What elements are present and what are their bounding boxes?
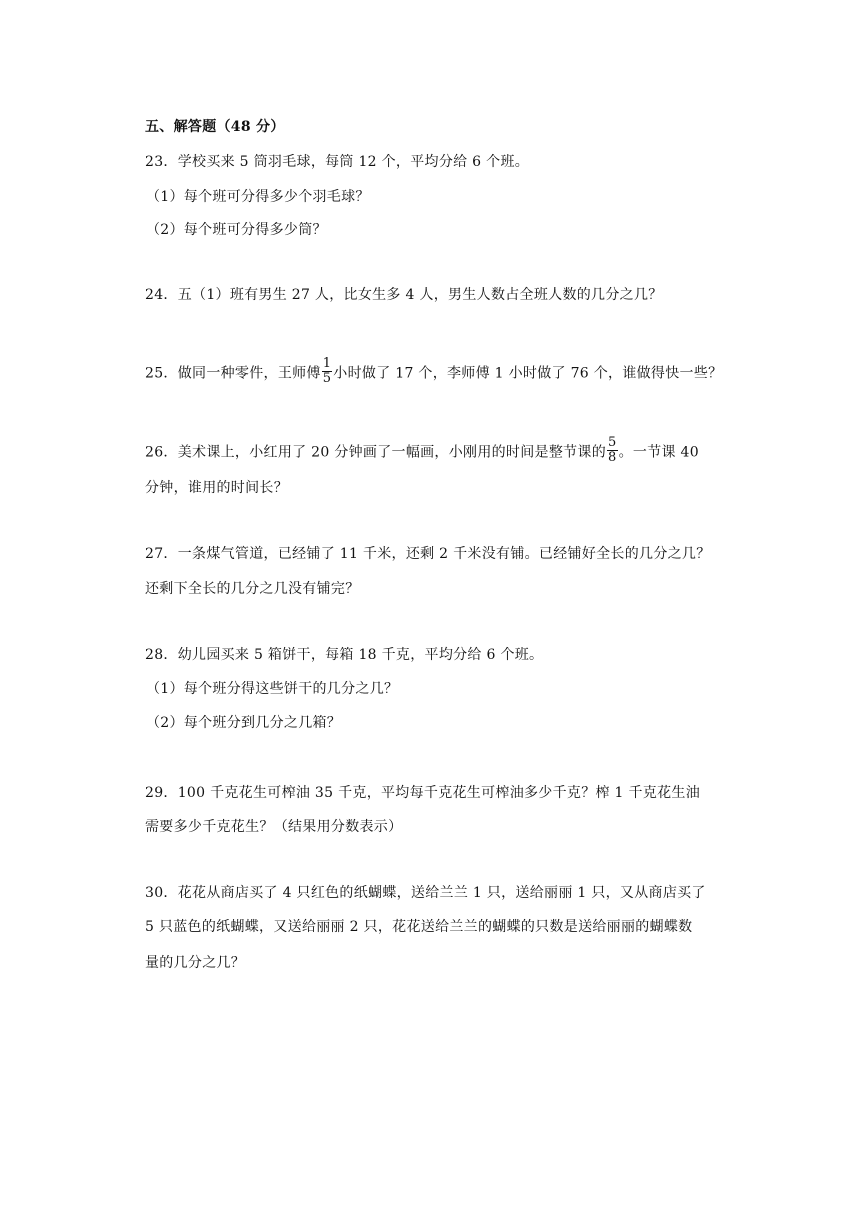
problem-30-line-1: 30．花花从商店买了 4 只红色的纸蝴蝶，送给兰兰 1 只，送给丽丽 1 只，又从商店买了: [145, 885, 706, 901]
fraction-numerator: 1: [322, 356, 332, 371]
section-heading: 五、解答题（48 分）: [145, 119, 285, 135]
fraction-denominator: 8: [608, 450, 617, 465]
fraction-one-fifth: [322, 357, 333, 386]
problem-26-text-before: 26．美术课上，小红用了 20 分钟画了一幅画，小刚用的时间是整节课的: [145, 444, 607, 461]
problem-23-text: 23．学校买来 5 筒羽毛球，每筒 12 个，平均分给 6 个班。: [145, 154, 530, 170]
problem-27-line-2: 还剩下全长的几分之几没有铺完？: [145, 581, 360, 597]
problem-23-question-2: （2）每个班可分得多少筒？: [146, 222, 327, 238]
problem-25-text: [145, 356, 723, 388]
problem-24-text: 24．五（1）班有男生 27 人，比女生多 4 人，男生人数占全班人数的几分之几？: [145, 287, 663, 303]
problem-23-question-1: （1）每个班可分得多少个羽毛球？: [146, 189, 370, 205]
problem-28-text: 28．幼儿园买来 5 箱饼干，每箱 18 千克，平均分给 6 个班。: [145, 647, 544, 663]
problem-25-text-before: 25．做同一种零件，王师傅: [145, 365, 321, 382]
problem-26-line-2: 分钟，谁用的时间长？: [145, 480, 288, 496]
problem-30-line-2: 5 只蓝色的纸蝴蝶，又送给丽丽 2 只，花花送给兰兰的蝴蝶的只数是送给丽丽的蝴蝶数: [145, 919, 693, 935]
problem-30-line-3: 量的几分之几？: [145, 955, 246, 971]
problem-28-question-2: （2）每个班分到几分之几箱？: [146, 715, 342, 731]
problem-26-line-1: [145, 435, 699, 467]
problem-26-text-after: 。一节课 40: [618, 444, 699, 461]
fraction-numerator: 5: [608, 435, 617, 450]
fraction-denominator: 5: [322, 371, 332, 386]
problem-25-text-after: 小时做了 17 个，李师傅 1 小时做了 76 个，谁做得快一些？: [333, 365, 723, 382]
problem-27-line-1: 27．一条煤气管道，已经铺了 11 千米，还剩 2 千米没有铺。已经铺好全长的几分之几？: [145, 546, 711, 562]
problem-28-question-1: （1）每个班分得这些饼干的几分之几？: [146, 681, 399, 697]
fraction-five-eighths: [607, 436, 618, 465]
problem-29-line-1: 29．100 千克花生可榨油 35 千克，平均每千克花生可榨油多少千克？榨 1 千克花生油: [145, 785, 701, 801]
problem-29-line-2: 需要多少千克花生？（结果用分数表示）: [145, 819, 403, 835]
